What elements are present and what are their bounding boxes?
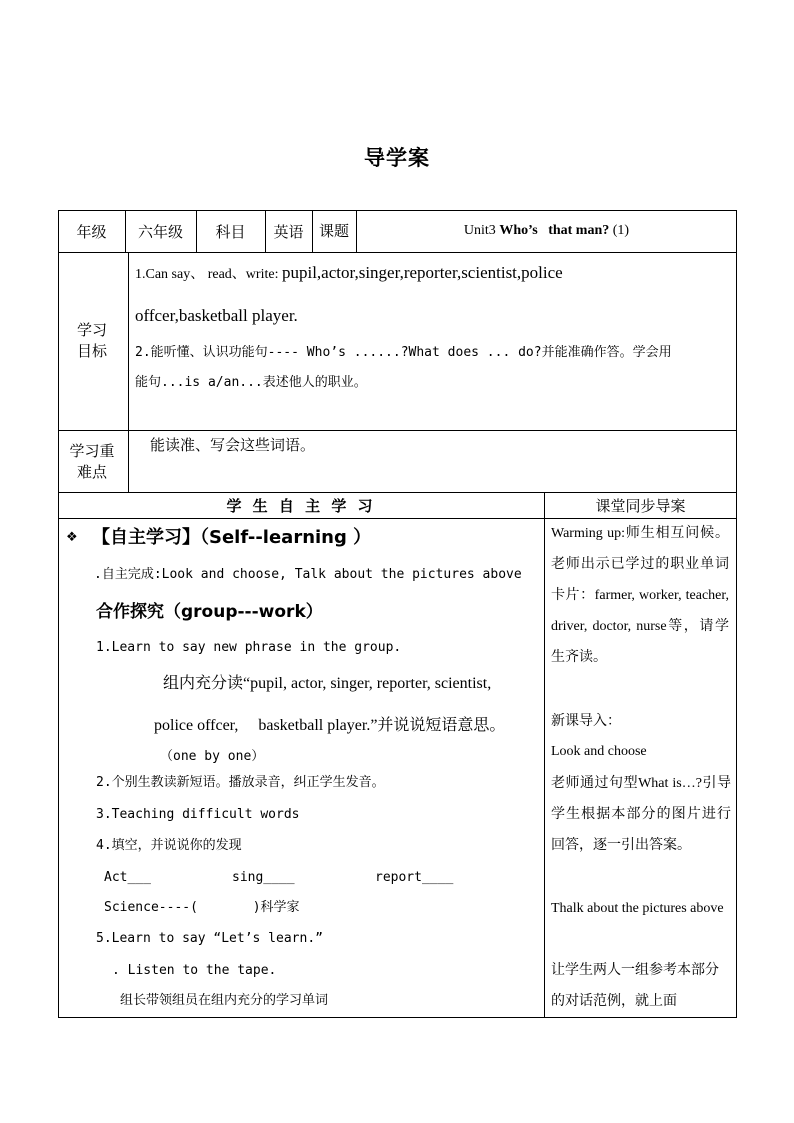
item-2: 2.个别生教读新短语。播放录音，纠正学生发音。 — [96, 775, 385, 790]
group-leader-note: 组长带领组员在组内充分的学习单词 — [120, 993, 329, 1008]
fill-blank-3: report____ — [375, 870, 454, 885]
talk-about-text: Thalk about the pictures above — [551, 901, 724, 916]
goals-line-1 — [135, 265, 563, 283]
item-3: 3.Teaching difficult words — [96, 807, 300, 822]
item-1: 1.Learn to say new phrase in the group. — [96, 640, 402, 655]
divider — [58, 252, 737, 253]
warming-up-text: Warming up:师生相互问候。老师出示已学过的职业单词卡片：farmer, worker, teacher, driver, doctor, nurse等，请学生齐读。 — [551, 526, 729, 665]
topic-lesson: (1) — [609, 223, 630, 238]
group-work-heading: 合作探究（group---work） — [96, 602, 323, 622]
item-4: 4.填空，并说说你的发现 — [96, 838, 242, 853]
bullet-icon: ❖ — [66, 530, 78, 545]
fill-blank-1: Act___ — [104, 870, 151, 885]
goals-label: 学习目标 — [76, 321, 107, 360]
self-learning-heading — [92, 528, 371, 548]
document-title: 导学案 — [364, 146, 430, 170]
difficulty-text: 能读准、写会这些词语。 — [150, 436, 316, 454]
subject-value: 英语 — [273, 222, 304, 241]
self-task: .自主完成:Look and choose, Talk about the pictures above — [94, 567, 522, 582]
fill-blank-2: sing____ — [232, 870, 295, 885]
goals-intro: 1.Can say、 read、write: — [135, 267, 282, 282]
difficulty-label: 学习重难点 — [69, 441, 115, 481]
item-5: 5.Learn to say “Let’s learn.” — [96, 931, 323, 946]
topic-unit: Unit3 — [463, 223, 500, 238]
goals-line-4: 能句...is a/an...表述他人的职业。 — [135, 375, 367, 390]
fill-blank-4: Science----( )科学家 — [104, 900, 300, 915]
subject-label: 科目 — [215, 222, 246, 241]
divider — [544, 492, 545, 1018]
goals-line-3: 2.能听懂、认识功能句---- Who’s ......?What does ... do?并能准确作答。学会用 — [135, 345, 672, 360]
listen-tape: . Listen to the tape. — [112, 963, 277, 978]
group-read-line-1: 组内充分读“pupil, actor, singer, reporter, scientist, — [163, 675, 492, 692]
new-lesson-intro: 新课导入： — [551, 713, 621, 729]
grade-value: 六年级 — [137, 222, 183, 241]
topic-label: 课题 — [319, 221, 350, 240]
look-and-choose: Look and choose — [551, 744, 647, 759]
divider — [312, 210, 313, 253]
topic-value — [356, 210, 737, 252]
group-read-line-2: police offcer, basketball player.”并说说短语意思。 — [154, 717, 506, 734]
pair-work-text: 让学生两人一组参考本部分的对话范例，就上面 — [551, 963, 719, 1009]
grade-label: 年级 — [76, 222, 107, 241]
goals-words: pupil,actor,singer,reporter,scientist,police — [281, 263, 563, 282]
teacher-guide-text: 老师通过句型What is…?引导学生根据本部分的图片进行回答，逐一引出答案。 — [551, 776, 731, 853]
goals-line-2: offcer,basketball player. — [135, 306, 298, 325]
divider — [58, 1017, 737, 1018]
one-by-one: （one by one） — [160, 749, 265, 764]
self-learning-heading-en: （Self--learning ） — [200, 527, 372, 548]
topic-title: Who’s that man? — [499, 223, 610, 238]
divider — [128, 252, 129, 493]
divider — [58, 430, 737, 431]
column-header-teacher: 课堂同步导案 — [595, 496, 686, 515]
self-learning-heading-cn: 【自主学习】 — [92, 527, 200, 548]
column-header-student: 学 生 自 主 学 习 — [226, 496, 376, 515]
